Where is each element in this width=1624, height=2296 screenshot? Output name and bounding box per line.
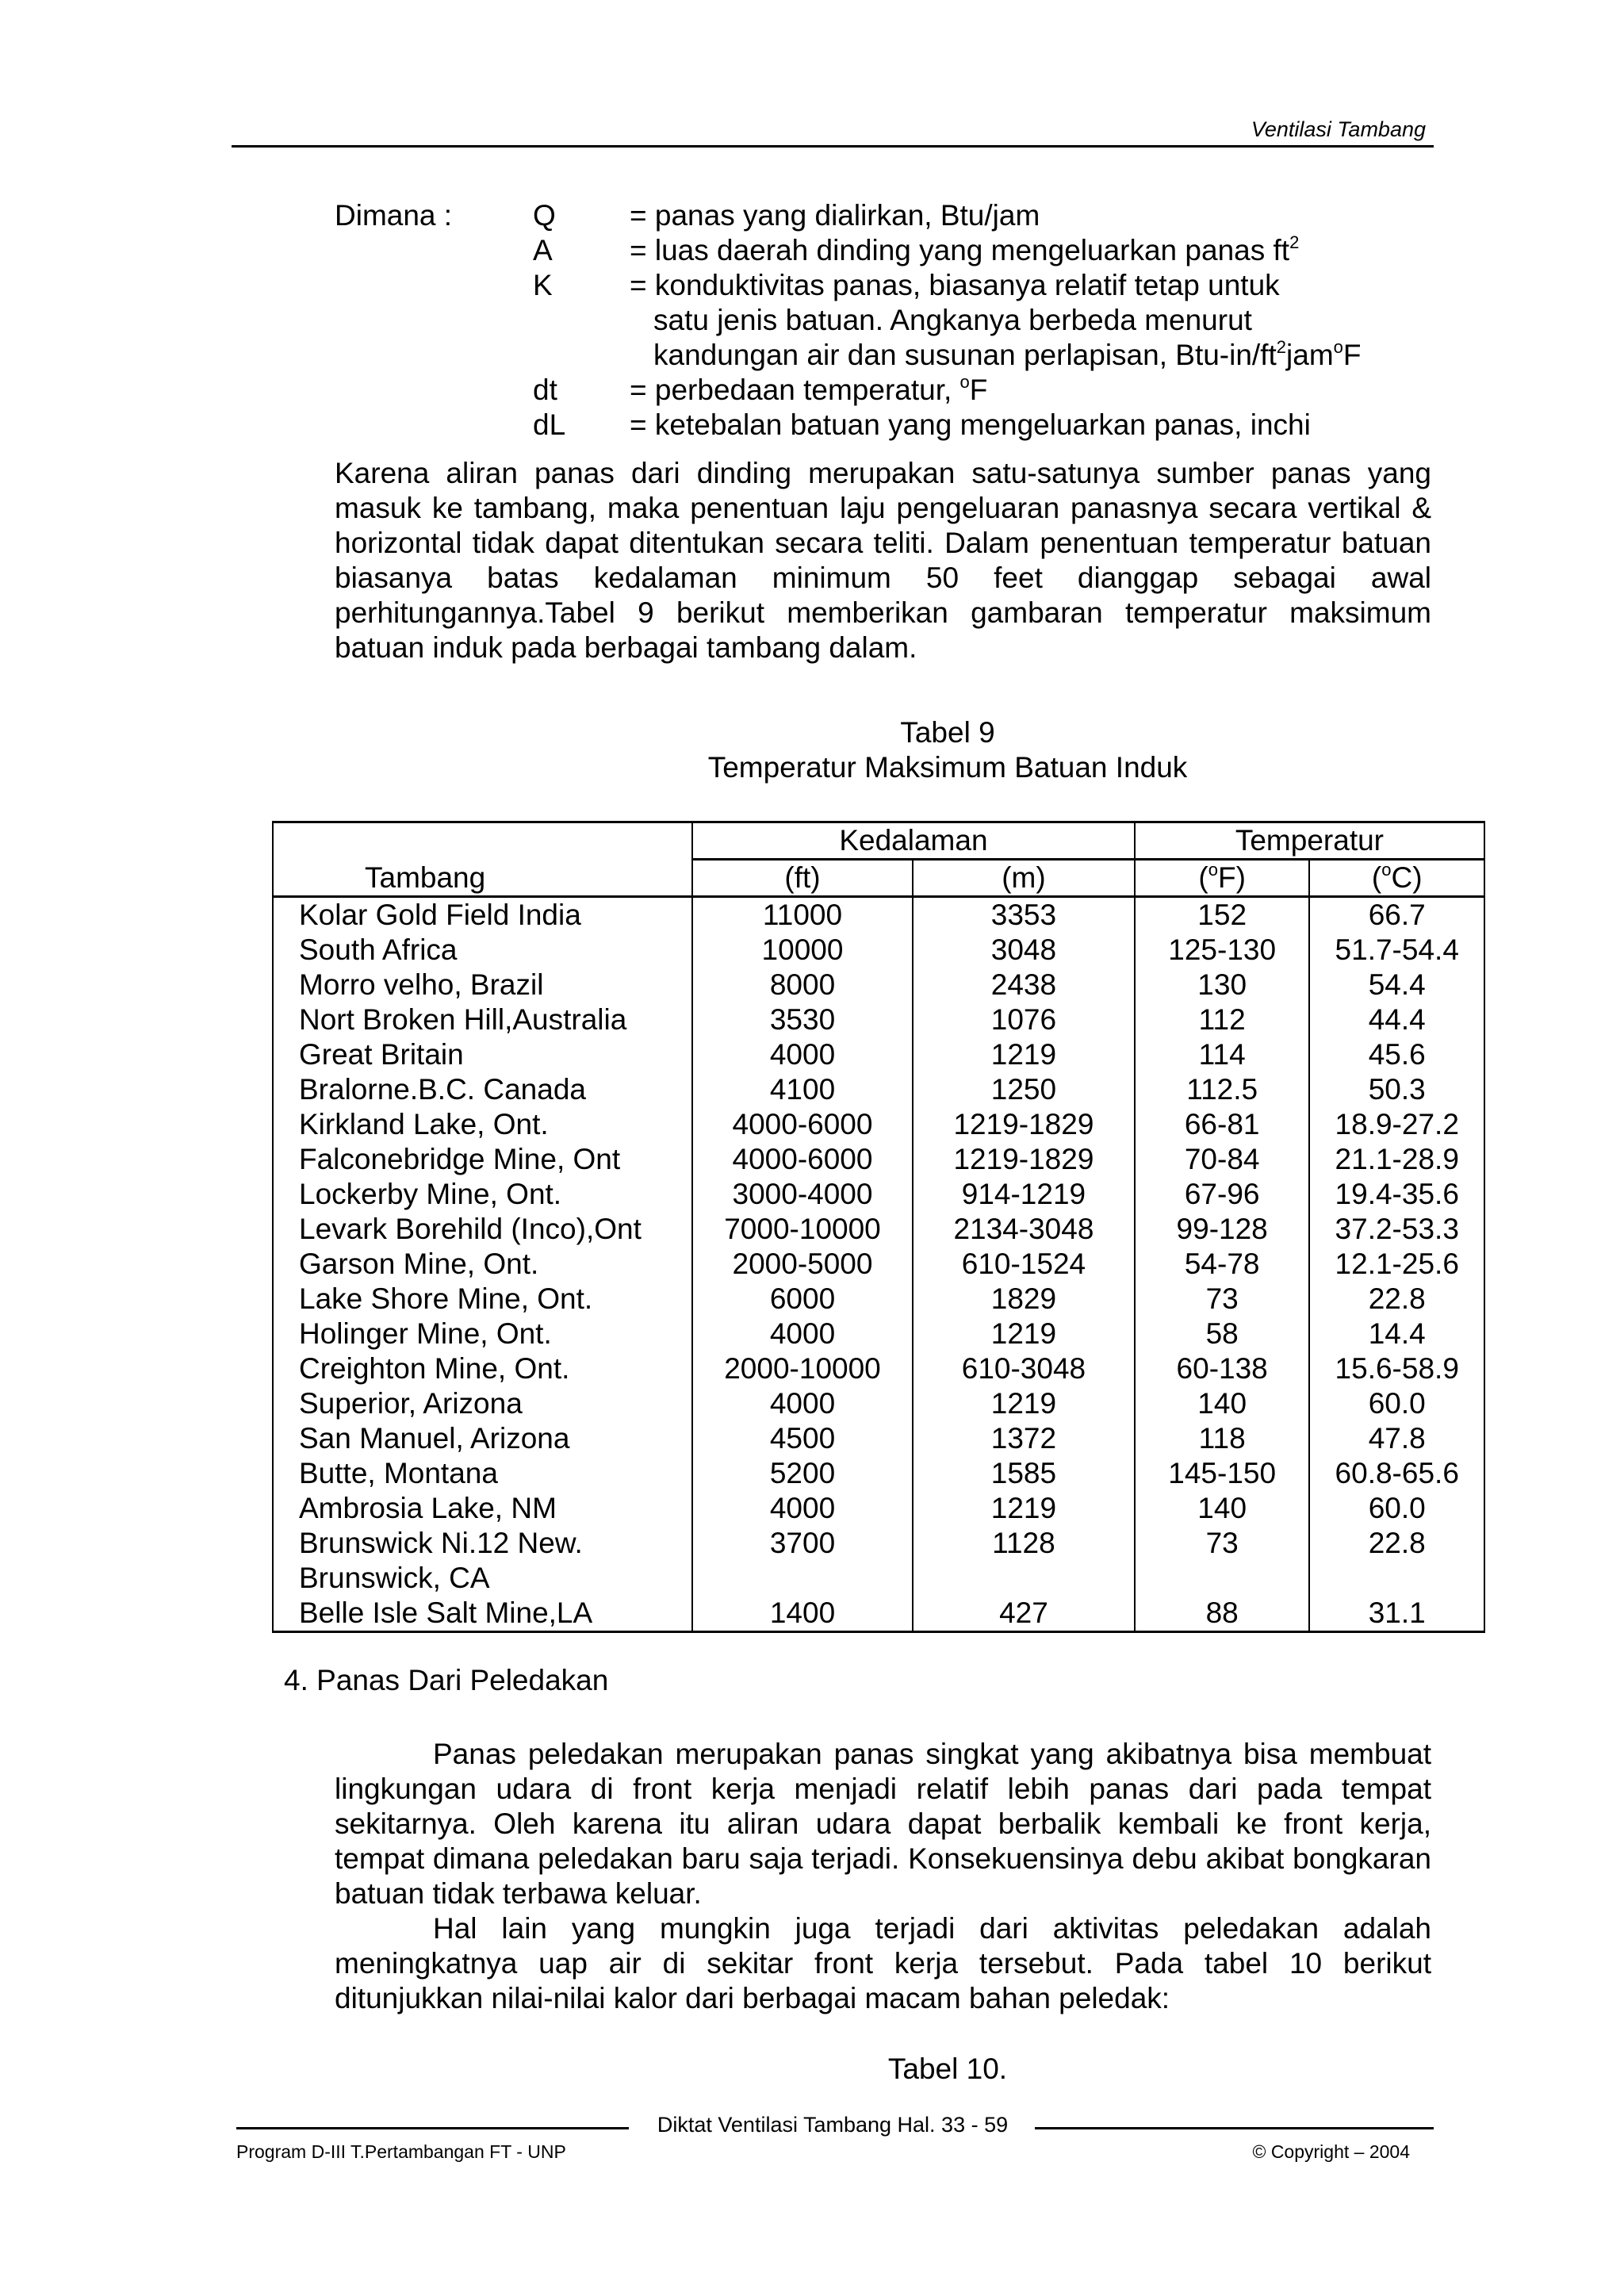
cell-temp-f: 118 bbox=[1135, 1421, 1310, 1456]
definition-text: kandungan air dan susunan perlapisan, Btu-$in/ft^2jam^oF$ bbox=[653, 336, 1362, 371]
cell-depth-m: 1372 bbox=[913, 1421, 1135, 1456]
table9-max-rock-temperature bbox=[272, 821, 1485, 1633]
cell-depth-ft: 4000 bbox=[692, 1317, 913, 1351]
definition-symbol: K bbox=[533, 269, 553, 301]
footer-program: Program D-III T.Pertambangan FT - UNP bbox=[236, 2141, 566, 2162]
cell-depth-ft: 4000-6000 bbox=[692, 1142, 913, 1177]
cell-mine-name: Brunswick, CA bbox=[273, 1561, 692, 1596]
cell-mine-name: Bralorne.B.C. Canada bbox=[273, 1072, 692, 1107]
table-row bbox=[273, 897, 1484, 933]
section-4-heading: 4. Panas Dari Peledakan bbox=[284, 1664, 609, 1696]
cell-temp-c: 60.0 bbox=[1309, 1386, 1484, 1421]
cell-temp-c: 44.4 bbox=[1309, 1002, 1484, 1037]
cell-depth-ft: 4000-6000 bbox=[692, 1107, 913, 1142]
footer-copyright: © Copyright – 2004 bbox=[1252, 2141, 1410, 2162]
cell-depth-m: 1585 bbox=[913, 1456, 1135, 1491]
table-row bbox=[273, 1561, 1484, 1596]
table-row bbox=[273, 1247, 1484, 1282]
cell-mine-name: Creighton Mine, Ont. bbox=[273, 1351, 692, 1386]
table-row bbox=[273, 1107, 1484, 1142]
cell-depth-ft: 7000-10000 bbox=[692, 1212, 913, 1247]
table9-caption-number: Tabel 9 bbox=[900, 716, 995, 749]
col-header-celsius: ($^o$C) bbox=[1309, 860, 1484, 897]
cell-temp-c: 66.7 bbox=[1309, 897, 1484, 933]
cell-temp-c: 47.8 bbox=[1309, 1421, 1484, 1456]
table-row bbox=[273, 1037, 1484, 1072]
definition-row-q bbox=[335, 198, 1446, 233]
cell-temp-c: 54.4 bbox=[1309, 968, 1484, 1002]
cell-temp-f: 73 bbox=[1135, 1526, 1310, 1561]
cell-depth-m: 610-3048 bbox=[913, 1351, 1135, 1386]
definition-row-k bbox=[335, 268, 1446, 303]
cell-temp-f: 70-84 bbox=[1135, 1142, 1310, 1177]
cell-mine-name: South Africa bbox=[273, 933, 692, 968]
cell-depth-m: 1829 bbox=[913, 1282, 1135, 1317]
col-header-kedalaman: Kedalaman bbox=[692, 822, 1135, 860]
cell-temp-c: 14.4 bbox=[1309, 1317, 1484, 1351]
cell-depth-m: 1250 bbox=[913, 1072, 1135, 1107]
cell-mine-name: Superior, Arizona bbox=[273, 1386, 692, 1421]
variable-definitions bbox=[335, 198, 1446, 443]
cell-temp-c: 31.1 bbox=[1309, 1596, 1484, 1632]
cell-temp-c: 22.8 bbox=[1309, 1526, 1484, 1561]
table-row bbox=[273, 1282, 1484, 1317]
cell-depth-m: 2134-3048 bbox=[913, 1212, 1135, 1247]
definition-text: satu jenis batuan. Angkanya berbeda menurut bbox=[653, 304, 1252, 336]
cell-temp-f: 152 bbox=[1135, 897, 1310, 933]
cell-mine-name: Ambrosia Lake, NM bbox=[273, 1491, 692, 1526]
cell-mine-name: San Manuel, Arizona bbox=[273, 1421, 692, 1456]
table-row bbox=[273, 1212, 1484, 1247]
cell-mine-name: Holinger Mine, Ont. bbox=[273, 1317, 692, 1351]
cell-temp-c: 12.1-25.6 bbox=[1309, 1247, 1484, 1282]
definition-row-k-cont1 bbox=[335, 303, 1446, 338]
cell-depth-ft: 4000 bbox=[692, 1037, 913, 1072]
cell-temp-c: 50.3 bbox=[1309, 1072, 1484, 1107]
cell-temp-f: 112.5 bbox=[1135, 1072, 1310, 1107]
cell-depth-m: 1219 bbox=[913, 1491, 1135, 1526]
cell-temp-f: 99-128 bbox=[1135, 1212, 1310, 1247]
cell-temp-f bbox=[1135, 1561, 1310, 1596]
cell-depth-ft: 8000 bbox=[692, 968, 913, 1002]
definition-symbol: A bbox=[533, 234, 553, 266]
body-paragraph-blast-heat: Panas peledakan merupakan panas singkat yang akibatnya bisa membuat lingkungan udara di front kerja menjadi relatif lebih panas dari pada tempat sekitarnya. Oleh karena itu aliran udara dapat berbalik kembali ke front kerja, tempat dimana peledakan baru saja terjadi. Konsekuensinya debu akibat bongkaran batuan tidak terbawa keluar. bbox=[335, 1738, 1431, 1910]
table-row bbox=[273, 1421, 1484, 1456]
definition-text: = panas yang dialirkan, Btu/jam bbox=[630, 199, 1040, 232]
cell-temp-f: 60-138 bbox=[1135, 1351, 1310, 1386]
cell-depth-ft: 5200 bbox=[692, 1456, 913, 1491]
cell-depth-ft: 2000-5000 bbox=[692, 1247, 913, 1282]
cell-temp-f: 54-78 bbox=[1135, 1247, 1310, 1282]
cell-temp-f: 125-130 bbox=[1135, 933, 1310, 968]
col-header-m: (m) bbox=[913, 860, 1135, 897]
cell-depth-ft: 3000-4000 bbox=[692, 1177, 913, 1212]
cell-mine-name: Levark Borehild (Inco),Ont bbox=[273, 1212, 692, 1247]
cell-depth-ft: 6000 bbox=[692, 1282, 913, 1317]
table-row bbox=[273, 1386, 1484, 1421]
table-row bbox=[273, 933, 1484, 968]
cell-temp-f: 145-150 bbox=[1135, 1456, 1310, 1491]
cell-temp-c: 18.9-27.2 bbox=[1309, 1107, 1484, 1142]
table-row bbox=[273, 1456, 1484, 1491]
cell-temp-c: 15.6-58.9 bbox=[1309, 1351, 1484, 1386]
cell-temp-c: 21.1-28.9 bbox=[1309, 1142, 1484, 1177]
definition-text: = perbedaan temperatur, $^o$F bbox=[630, 371, 988, 406]
cell-depth-m: 1076 bbox=[913, 1002, 1135, 1037]
cell-temp-f: 67-96 bbox=[1135, 1177, 1310, 1212]
cell-depth-ft bbox=[692, 1561, 913, 1596]
cell-temp-c: 60.8-65.6 bbox=[1309, 1456, 1484, 1491]
definition-row-k-cont2 bbox=[335, 338, 1446, 373]
cell-depth-ft: 4500 bbox=[692, 1421, 913, 1456]
table-row bbox=[273, 1526, 1484, 1561]
cell-mine-name: Butte, Montana bbox=[273, 1456, 692, 1491]
cell-temp-c: 37.2-53.3 bbox=[1309, 1212, 1484, 1247]
definitions-lead: Dimana : bbox=[335, 199, 453, 232]
cell-temp-f: 88 bbox=[1135, 1596, 1310, 1632]
cell-mine-name: Nort Broken Hill,Australia bbox=[273, 1002, 692, 1037]
cell-temp-f: 73 bbox=[1135, 1282, 1310, 1317]
cell-depth-ft: 2000-10000 bbox=[692, 1351, 913, 1386]
cell-mine-name: Kolar Gold Field India bbox=[273, 897, 692, 933]
table-row bbox=[273, 1072, 1484, 1107]
body-paragraph-heat-flow: Karena aliran panas dari dinding merupakan satu-satunya sumber panas yang masuk ke tambang, maka penentuan laju pengeluaran panasnya secara vertikal & horizontal tidak dapat ditentukan secara teliti. Dalam penentuan temperatur batuan biasanya batas kedalaman minimum 50 feet dianggap sebagai awal perhitungannya.Tabel 9 berikut memberikan gambaran temperatur maksimum batuan induk pada berbagai tambang dalam. bbox=[335, 457, 1431, 664]
cell-temp-c: 60.0 bbox=[1309, 1491, 1484, 1526]
cell-depth-ft: 3700 bbox=[692, 1526, 913, 1561]
definition-symbol: dL bbox=[533, 408, 566, 441]
cell-depth-m: 914-1219 bbox=[913, 1177, 1135, 1212]
cell-mine-name: Kirkland Lake, Ont. bbox=[273, 1107, 692, 1142]
cell-depth-ft: 10000 bbox=[692, 933, 913, 968]
cell-depth-m: 3048 bbox=[913, 933, 1135, 968]
definition-text: = konduktivitas panas, biasanya relatif tetap untuk bbox=[630, 269, 1280, 301]
col-header-temperatur: Temperatur bbox=[1135, 822, 1484, 860]
cell-depth-ft: 1400 bbox=[692, 1596, 913, 1632]
cell-depth-ft: 4000 bbox=[692, 1386, 913, 1421]
table-row bbox=[273, 1002, 1484, 1037]
definition-row-dl bbox=[335, 408, 1446, 443]
col-header-tambang: Tambang bbox=[273, 822, 692, 897]
cell-temp-f: 114 bbox=[1135, 1037, 1310, 1072]
cell-temp-c: 22.8 bbox=[1309, 1282, 1484, 1317]
definition-symbol: dt bbox=[533, 374, 557, 406]
cell-temp-f: 112 bbox=[1135, 1002, 1310, 1037]
col-header-fahrenheit: ($^o$F) bbox=[1135, 860, 1310, 897]
definition-row-a bbox=[335, 233, 1446, 268]
cell-mine-name: Lockerby Mine, Ont. bbox=[273, 1177, 692, 1212]
cell-depth-m: 1128 bbox=[913, 1526, 1135, 1561]
definition-text: = ketebalan batuan yang mengeluarkan panas, inchi bbox=[630, 408, 1311, 441]
table-row bbox=[273, 968, 1484, 1002]
cell-mine-name: Falconebridge Mine, Ont bbox=[273, 1142, 692, 1177]
running-header-title: Ventilasi Tambang bbox=[1251, 117, 1426, 141]
table10-caption: Tabel 10. bbox=[887, 2053, 1008, 2085]
cell-temp-c bbox=[1309, 1561, 1484, 1596]
cell-depth-m: 2438 bbox=[913, 968, 1135, 1002]
cell-depth-m: 1219 bbox=[913, 1037, 1135, 1072]
cell-temp-c: 45.6 bbox=[1309, 1037, 1484, 1072]
cell-depth-m: 427 bbox=[913, 1596, 1135, 1632]
cell-depth-ft: 11000 bbox=[692, 897, 913, 933]
cell-depth-m: 1219-1829 bbox=[913, 1142, 1135, 1177]
table-row bbox=[273, 1177, 1484, 1212]
cell-mine-name: Belle Isle Salt Mine,LA bbox=[273, 1596, 692, 1632]
cell-depth-ft: 4000 bbox=[692, 1491, 913, 1526]
cell-depth-m bbox=[913, 1561, 1135, 1596]
cell-temp-f: 130 bbox=[1135, 968, 1310, 1002]
definition-text: = luas daerah dinding yang mengeluarkan panas $ft^2$ bbox=[630, 232, 1300, 266]
cell-temp-c: 19.4-35.6 bbox=[1309, 1177, 1484, 1212]
cell-mine-name: Lake Shore Mine, Ont. bbox=[273, 1282, 692, 1317]
cell-mine-name: Great Britain bbox=[273, 1037, 692, 1072]
cell-depth-m: 1219-1829 bbox=[913, 1107, 1135, 1142]
cell-depth-m: 3353 bbox=[913, 897, 1135, 933]
table-row bbox=[273, 1491, 1484, 1526]
footer-page-info: Diktat Ventilasi Tambang Hal. 33 - 59 bbox=[657, 2113, 1009, 2137]
cell-temp-f: 140 bbox=[1135, 1386, 1310, 1421]
col-header-ft: (ft) bbox=[692, 860, 913, 897]
definition-symbol: Q bbox=[533, 199, 556, 232]
cell-depth-ft: 4100 bbox=[692, 1072, 913, 1107]
cell-temp-c: 51.7-54.4 bbox=[1309, 933, 1484, 968]
table-row bbox=[273, 1351, 1484, 1386]
definition-row-dt bbox=[335, 373, 1446, 408]
cell-depth-m: 610-1524 bbox=[913, 1247, 1135, 1282]
cell-depth-ft: 3530 bbox=[692, 1002, 913, 1037]
table9-caption-title: Temperatur Maksimum Batuan Induk bbox=[707, 751, 1188, 784]
cell-temp-f: 140 bbox=[1135, 1491, 1310, 1526]
cell-depth-m: 1219 bbox=[913, 1386, 1135, 1421]
body-paragraph-water-vapor: Hal lain yang mungkin juga terjadi dari aktivitas peledakan adalah meningkatnya uap air di sekitar front kerja tersebut. Pada tabel 10 berikut ditunjukkan nilai-nilai kalor dari berbagai macam bahan peledak: bbox=[335, 1912, 1431, 2014]
cell-mine-name: Garson Mine, Ont. bbox=[273, 1247, 692, 1282]
cell-mine-name: Brunswick Ni.12 New. bbox=[273, 1526, 692, 1561]
cell-temp-f: 66-81 bbox=[1135, 1107, 1310, 1142]
table-row bbox=[273, 1317, 1484, 1351]
header-divider bbox=[232, 145, 1434, 148]
table-row bbox=[273, 1596, 1484, 1632]
cell-depth-m: 1219 bbox=[913, 1317, 1135, 1351]
cell-temp-f: 58 bbox=[1135, 1317, 1310, 1351]
cell-mine-name: Morro velho, Brazil bbox=[273, 968, 692, 1002]
table-row bbox=[273, 1142, 1484, 1177]
